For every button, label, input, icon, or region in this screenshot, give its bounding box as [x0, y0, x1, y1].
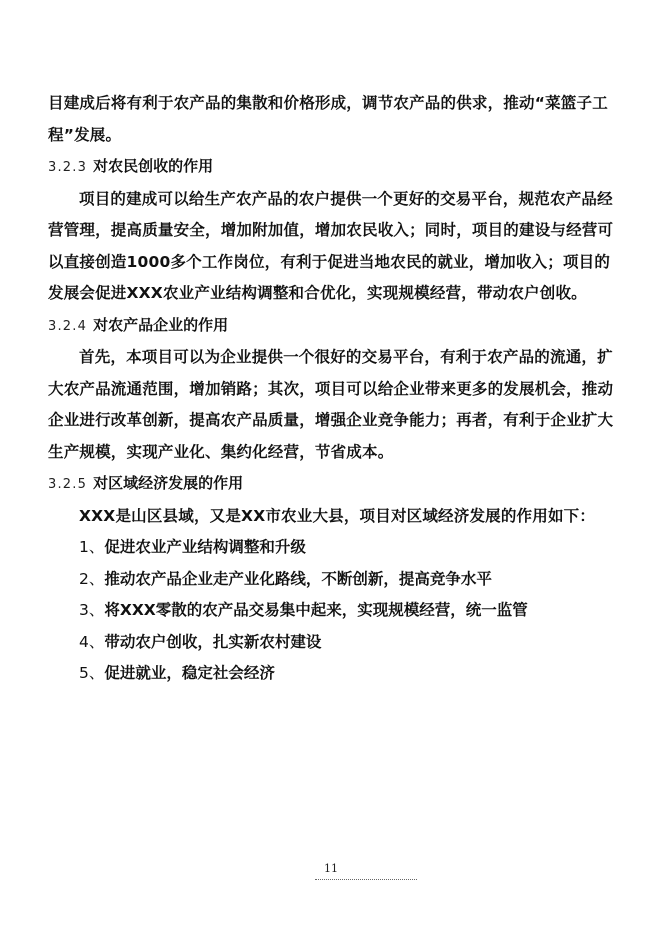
page-content — [48, 88, 614, 690]
list-text: 促进就业，稳定社会经济 — [104, 664, 275, 682]
section-number: 3.2.3 — [48, 160, 88, 175]
effects-list — [48, 532, 608, 690]
list-text: 将XXX零散的农产品交易集中起来，实现规模经营，统一监管 — [104, 601, 528, 619]
section-heading-3-2-3 — [48, 151, 608, 184]
section-heading-3-2-4 — [48, 310, 608, 343]
list-item — [48, 658, 608, 690]
text-line: 大农产品流通范围，增加销路；其次，项目可以给企业带来更多的发展机会，推动 — [48, 379, 614, 398]
paragraph-intro — [48, 88, 608, 151]
text-line: 项目的建成可以给生产农产品的农户提供一个更好的交易平台，规范农产品经 — [79, 189, 613, 208]
list-index: 5、 — [79, 664, 105, 682]
section-number: 3.2.5 — [48, 477, 88, 492]
paragraph-enterprise — [48, 342, 614, 468]
section-title: 对区域经济发展的作用 — [93, 474, 244, 492]
text-line: 发展会促进XXX农业产业结构调整和合优化，实现规模经营，带动农户创收。 — [48, 284, 587, 302]
section-title: 对农民创收的作用 — [93, 157, 214, 175]
paragraph-farmer-income — [48, 184, 614, 310]
list-index: 4、 — [79, 632, 105, 651]
section-number: 3.2.4 — [48, 318, 88, 334]
list-item — [48, 595, 608, 627]
text-line: 目建成后将有利于农产品的集散和价格形成，调节农产品的供求，推动“菜篮子工 — [48, 94, 608, 112]
list-index: 2、 — [79, 569, 105, 588]
section-title: 对农产品企业的作用 — [93, 315, 229, 334]
list-index: 1、 — [79, 538, 105, 556]
text-line: 生产规模，实现产业化、集约化经营，节省成本。 — [48, 442, 394, 461]
list-item — [48, 532, 608, 564]
text-line: 首先，本项目可以为企业提供一个很好的交易平台，有利于农产品的流通，扩 — [79, 348, 613, 366]
list-text: 促进农业产业结构调整和升级 — [104, 538, 306, 556]
list-item — [48, 627, 608, 659]
text-line: 程”发展。 — [48, 125, 122, 144]
text-line: 营管理，提高质量安全，增加附加值，增加农民收入；同时，项目的建设与经营可 — [48, 221, 614, 239]
text-line: XXX是山区县域，又是XX市农业大县，项目对区域经济发展的作用如下： — [79, 506, 596, 525]
list-text: 带动农户创收，扎实新农村建设 — [104, 632, 322, 651]
list-index: 3、 — [79, 601, 105, 619]
text-line: 以直接创造1000多个工作岗位，有利于促进当地农民的就业，增加收入；项目的 — [48, 252, 611, 271]
section-heading-3-2-5 — [48, 468, 608, 501]
page-number: 11 — [324, 862, 338, 875]
list-item — [48, 564, 608, 596]
footer-rule — [315, 879, 417, 880]
list-text: 推动农产品企业走产业化路线，不断创新，提高竞争水平 — [104, 569, 492, 588]
paragraph-regional — [48, 501, 608, 533]
text-line: 企业进行改革创新，提高农产品质量，增强企业竞争能力；再者，有利于企业扩大 — [48, 411, 614, 429]
